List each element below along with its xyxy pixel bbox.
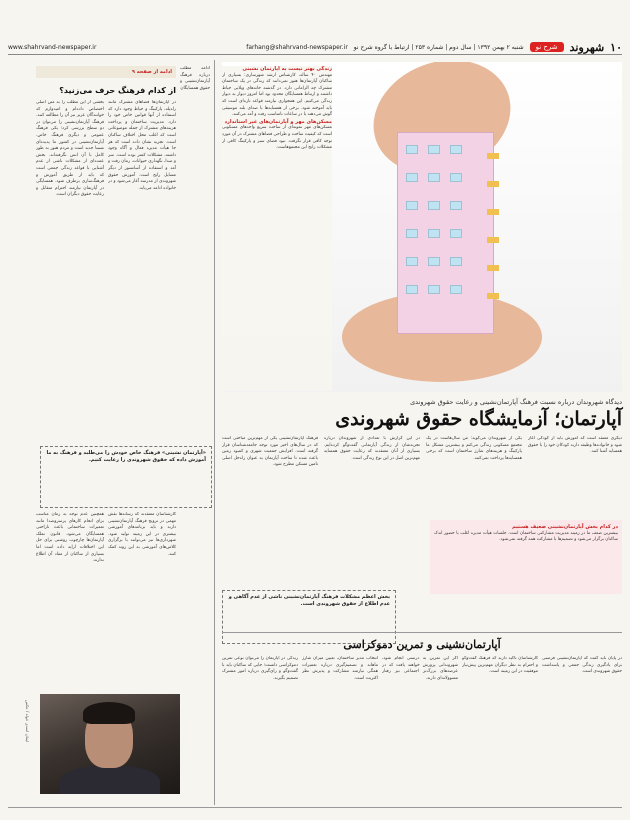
main-headline: آپارتمان؛ آزمایشگاه حقوق شهروندی [335,408,622,430]
section-badge: شرح نو [530,42,564,52]
bottom-col-1: زندگی در آپارتمان را می‌توان نوعی تمرین دموکراسی دانست؛ جایی که ساکنان باید با گفت‌وگو و رای‌گیری درباره امور مشترک تصمیم بگیرند. [222,656,298,681]
box-title: از کدام فرهنگ حرف می‌زنید؟ [59,86,176,95]
email-link[interactable]: farhang@shahrvand-newspaper.ir [246,43,348,51]
left-text-col-a: بخشی از این مطلب را به متن اصلی اختصاص داده‌ام و امیدوارم که خوانندگان عزیز نیز آن را مطالعه کنند. فرهنگ آپارتمان‌نشینی را می‌توان در دو سطح بررسی کرد؛ یکی فرهنگ عمومی و دیگری فرهنگ خاص. آپارتمان‌نشینی در کشور ما پدیده‌ای نسبتا جدید است و مردم هنوز به طور کامل با آن انس نگرفته‌اند. بخش عمده‌ای از مشکلات ناشی از عدم آشنایی با قواعد زندگی جمعی است که باید از طریق آموزش و فرهنگ‌سازی برطرف شود. همسایگی در آپارتمان نیازمند احترام متقابل و رعایت حقوق دیگران است. [36,100,104,198]
headline-kicker: دیدگاه شهروندان درباره نسبت فرهنگ آپارتمان‌نشینی و رعایت حقوق شهروندی [410,398,622,406]
side-quote-text: «آپارتمان نشینی» فرهنگ خاص خودش را می‌طلبد و فرهنگ به ما آموزش داده که حقوق شهروندی را رعایت کنیم. [46,450,206,463]
left-text-col-b: در آپارتمان‌ها فضاهای مشترک مانند راه‌پله، پارکینگ و حیاط وجود دارد که استفاده از آنها قوانین خاص خود را دارد. مدیریت ساختمان و پرداخت هزینه‌های مشترک از جمله موضوعاتی است که اغلب محل اختلاف ساکنان است. تجربه نشان داده است که هر جا هیأت مدیره فعال و آگاه وجود داشته، مشکلات کمتر بوده است. سر و صدا، نگهداری حیوانات، زمان رفت و آمد و استفاده از آسانسور از دیگر مسایل رایج است. آموزش حقوق شهروندی از مدرسه آغاز می‌شود و در خانواده ادامه می‌یابد. [108,100,176,191]
author-photo [40,694,180,794]
article-col-3: یکی از شهروندان می‌گوید: من سال‌هاست در یک مجتمع مسکونی زندگی می‌کنم و بیشترین مشکل ما پارکینگ و هزینه‌های شارژ ساختمان است که برخی همسایه‌ها پرداخت نمی‌کنند. [426,436,522,461]
brand-logo: شهروند [569,40,605,54]
page-number: ۱۰ [610,40,622,54]
bottom-col-5: در پایان باید گفت که آپارتمان‌نشینی فرصتی برای یادگیری زندگی جمعی و پاسداشت حقوق شهروندی است. [542,656,622,675]
photo-shirt [60,766,160,794]
box-title-wrap [36,86,176,95]
bottom-col-3: اگر این تمرین به درستی انجام شود، شهروندانی پرورش خواهند یافت که در عرصه‌های بزرگ‌تر اجتماعی نیز رفتار مسوولانه‌ای دارند. [382,656,458,681]
bottom-section-rule [222,632,622,633]
article-col-4: دیگری معتقد است که آموزش باید از کودکی آغاز شود و خانواده‌ها وظیفه دارند کودکان خود را با حقوق همسایه آشنا کنند. [528,436,622,455]
highlight-box: در کدام بخش آپارتمان‌نشینی ضعیف هستیم بیشترین ضعف ما در زمینه مدیریت مشارکتی ساختمان است. جلسات هیأت مدیره اغلب با حضور اندک ساکنان برگزار می‌شود و تصمیم‌ها با مشارکت همه گرفته نمی‌شود. [430,520,622,594]
article-col-2: در این گزارش با تعدادی از شهروندان درباره تجربه‌شان از زندگی آپارتمانی گفت‌وگو کرده‌ایم. بسیاری از آنان معتقدند که رعایت حقوق همسایه مهم‌ترین اصل در این نوع زندگی است. [324,436,420,461]
footer-rule [8,807,622,808]
column-divider [214,60,215,805]
red-sub-2: مسکن‌های مهر و آپارتمان‌های غیر استاندارد [224,118,332,125]
narrow-text-col: ادامه مطلب درباره فرهنگ آپارتمان‌نشینی و حقوق همسایگان [180,66,210,91]
bottom-headline: آپارتمان‌نشینی و تمرین دموکراسی [343,638,501,651]
photo-hair [83,702,135,724]
building-illustration [397,132,494,334]
photo-caption: ایمان اسدی خواه / عکس [25,700,30,743]
header-right [246,41,622,54]
continue-tag: ادامه از صفحه ۹ [131,69,172,75]
bottom-col-2: انتخاب مدیر ساختمان، تعیین میزان شارژ ماهانه و تصمیم‌گیری درباره تعمیرات همگی نیازمند مشارکت و پذیرش نظر اکثریت است. [302,656,378,681]
date-line: شنبه ۲ بهمن ۱۳۹۲ | سال دوم | شماره ۲۵۳ | ارتباط با گروه شرح نو [353,43,524,51]
red-sub-3: در کدام بخش آپارتمان‌نشینی ضعیف هستیم [512,524,618,530]
center-quote-text: بخش اعظم مشکلات فرهنگ آپارتمان‌نشینی ناشی از عدم آگاهی و عدم اطلاع از حقوق شهروندی است. [228,594,390,607]
left-text-col-c: همچنین عدم توجه به زمان مناسب برای انجام کارهای پرسروصدا مانند تعمیرات ساختمانی باعث ناراحتی همسایگان می‌شود. قانون تملک آپارتمان‌ها چارچوب روشنی برای حل این اختلافات ارایه داده است اما بسیاری از ساکنان از مفاد آن اطلاع ندارند. [36,512,104,564]
center-quote-box [222,590,396,644]
article-col-1: فرهنگ آپارتمان‌نشینی یکی از مهم‌ترین مباحثی است که در سال‌های اخیر مورد توجه جامعه‌شناسان قرار گرفته است. افزایش جمعیت شهری و کمبود زمین باعث شده تا ساخت آپارتمان به عنوان راه‌حل اصلی تامین مسکن مطرح شود. [222,436,318,468]
continue-strip [36,66,176,78]
page-header [8,40,622,55]
left-text-col-d: کارشناسان معتقدند که رسانه‌ها نقش مهمی در ترویج فرهنگ آپارتمان‌نشینی دارند و باید برنامه‌های آموزشی بیشتری در این زمینه تولید شود. شهرداری‌ها نیز می‌توانند با برگزاری کلاس‌های آموزشی به این روند کمک کنند. [108,512,176,557]
hero-side-text: زندگی بهتر نیست به آپارتمان نشینی مهندس ۴۰ ساله، کارشناس ارشد شهرسازی: بسیاری از ساکنان آپارتمان‌ها هنوز نمی‌دانند که زندگی در یک ساختمان مشترک چه الزاماتی دارد. در گذشته خانه‌های ویلایی حیاط داشتند و ارتباط همسایگان محدود بود اما امروز دیوار به دیوار زندگی می‌کنیم. این همجواری نیازمند قواعد تازه‌ای است که باید آموخته شود. برخی از همسایه‌ها با صدای بلند موسیقی گوش می‌دهند یا در ساعات نامناسب رفت و آمد می‌کنند. مسکن‌های مهر و آپارتمان‌های غیر استاندارد مسکن‌های مهر نمونه‌ای از ساخت سریع واحدهای مسکونی است که کیفیت ساخت و طراحی فضاهای مشترک در آن مورد توجه کافی قرار نگرفت. نبود فضای سبز و پارکینگ کافی از مشکلات رایج این مجتمع‌هاست. [222,66,332,391]
red-sub-1: زندگی بهتر نیست به آپارتمان نشینی [242,66,332,72]
bottom-col-4: کارشناسان تاکید دارند که فرهنگ گفت‌وگو و احترام به نظر دیگران مهم‌ترین پیش‌نیاز موفقیت در این زمینه است. [462,656,538,675]
website-link[interactable]: www.shahrvand-newspaper.ir [8,43,97,51]
header-left [8,44,96,51]
